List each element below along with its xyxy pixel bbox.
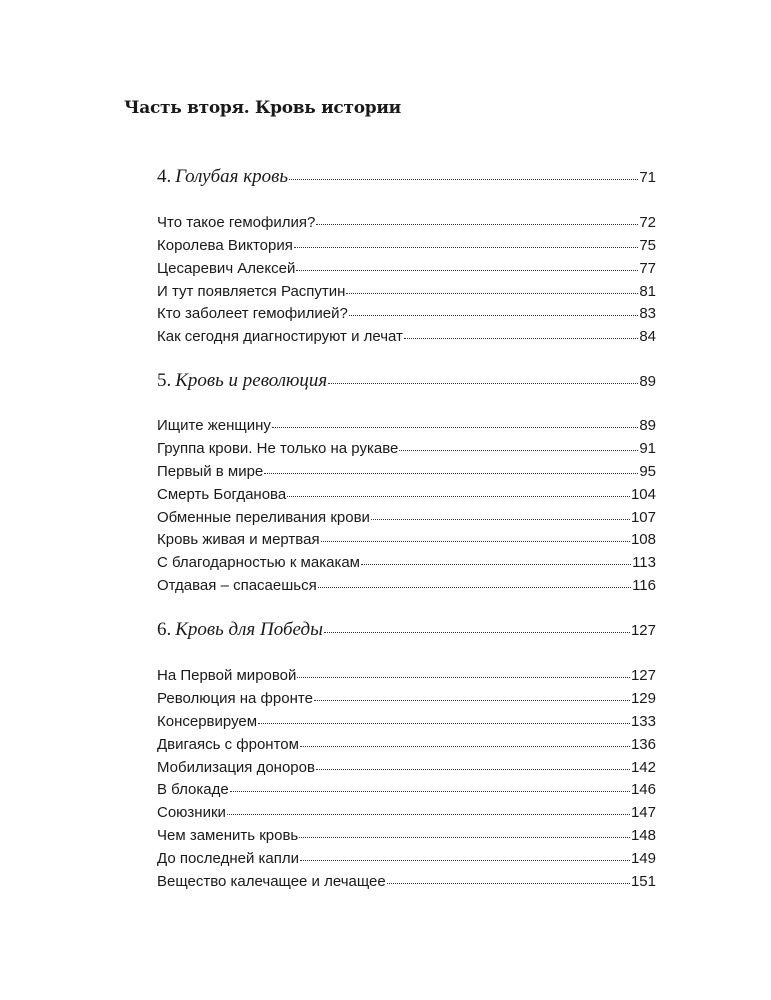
entry-page-number: 116 <box>632 577 656 594</box>
entry-label: Обменные переливания крови <box>157 509 370 526</box>
chapter-page-number: 71 <box>639 169 656 186</box>
toc-entry <box>157 850 656 868</box>
entry-label: И тут появляется Распутин <box>157 283 346 300</box>
entry-page-number: 83 <box>639 305 656 322</box>
entry-page-number: 133 <box>630 713 656 730</box>
entry-label: Союзники <box>157 804 226 821</box>
dot-leader <box>272 427 638 428</box>
chapter-title: Кровь для Победы <box>175 619 323 640</box>
dot-leader <box>230 791 630 792</box>
toc-entry <box>157 237 656 255</box>
chapter-number: 5. <box>157 370 172 391</box>
toc-entry <box>157 759 656 777</box>
dot-leader <box>294 247 638 248</box>
dot-leader <box>314 700 630 701</box>
entry-label: С благодарностью к макакам <box>157 554 360 571</box>
entry-page-number: 149 <box>630 850 656 867</box>
entry-label: Мобилизация доноров <box>157 759 315 776</box>
dot-leader <box>361 564 631 565</box>
toc-entry <box>157 577 656 595</box>
chapter-title: Кровь и революция <box>175 370 328 391</box>
entry-page-number: 89 <box>639 417 656 434</box>
entry-label: На Первой мировой <box>157 667 297 684</box>
toc-entry <box>157 328 656 346</box>
chapter-title: Голубая кровь <box>175 166 288 187</box>
toc-entry <box>157 781 656 799</box>
entry-label: Двигаясь с фронтом <box>157 736 299 753</box>
toc-entry <box>157 827 656 845</box>
dot-leader <box>316 224 638 225</box>
dot-leader <box>287 496 630 497</box>
dot-leader <box>299 837 630 838</box>
toc-entry <box>157 554 656 572</box>
dot-leader <box>321 541 630 542</box>
entry-label: Ищите женщину <box>157 417 271 434</box>
entry-label: Революция на фронте <box>157 690 313 707</box>
entry-page-number: 113 <box>632 554 656 571</box>
entry-label: Чем заменить кровь <box>157 827 299 844</box>
dot-leader <box>289 179 638 180</box>
entry-page-number: 91 <box>639 440 656 457</box>
entry-page-number: 81 <box>639 283 656 300</box>
toc-entry <box>157 214 656 232</box>
chapter-page-number: 127 <box>630 622 656 639</box>
dot-leader <box>316 769 630 770</box>
entry-page-number: 151 <box>630 873 656 890</box>
entry-label: Кто заболеет гемофилией? <box>157 305 348 322</box>
entry-page-number: 129 <box>630 690 656 707</box>
toc-entry <box>157 486 656 504</box>
entry-label: Кровь живая и мертвая <box>157 531 320 548</box>
entry-page-number: 136 <box>630 736 656 753</box>
toc-entry <box>157 440 656 458</box>
entry-page-number: 148 <box>630 827 656 844</box>
entry-label: Вещество калечащее и лечащее <box>157 873 386 890</box>
toc-entry <box>157 509 656 527</box>
dot-leader <box>258 723 630 724</box>
dot-leader <box>296 270 638 271</box>
chapter-number: 6. <box>157 619 172 640</box>
dot-leader <box>349 315 639 316</box>
entry-page-number: 108 <box>630 531 656 548</box>
entry-label: Цесаревич Алексей <box>157 260 296 277</box>
dot-leader <box>324 632 630 633</box>
entry-label: В блокаде <box>157 781 229 798</box>
part-title: Часть вторя. Кровь истории <box>124 98 401 118</box>
toc-entry <box>157 463 656 481</box>
entry-label: До последней капли <box>157 850 299 867</box>
entry-label: Консервируем <box>157 713 258 730</box>
toc-entry <box>157 531 656 549</box>
entry-page-number: 146 <box>630 781 656 798</box>
entry-label: Группа крови. Не только на рукаве <box>157 440 399 457</box>
dot-leader <box>300 746 630 747</box>
chapter-heading <box>157 619 656 641</box>
dot-leader <box>227 814 630 815</box>
toc-entry <box>157 873 656 891</box>
toc-entry <box>157 283 656 301</box>
toc-entry <box>157 736 656 754</box>
entry-page-number: 75 <box>639 237 656 254</box>
entry-label: Что такое гемофилия? <box>157 214 316 231</box>
chapter-number: 4. <box>157 166 172 187</box>
entry-label: Смерть Богданова <box>157 486 287 503</box>
entry-page-number: 77 <box>639 260 656 277</box>
toc-entry <box>157 417 656 435</box>
entry-page-number: 95 <box>639 463 656 480</box>
entry-page-number: 72 <box>639 214 656 231</box>
chapter-heading <box>157 166 656 188</box>
dot-leader <box>399 450 638 451</box>
toc-entry <box>157 305 656 323</box>
dot-leader <box>387 883 630 884</box>
dot-leader <box>264 473 638 474</box>
dot-leader <box>328 383 638 384</box>
dot-leader <box>346 293 638 294</box>
entry-page-number: 147 <box>630 804 656 821</box>
entry-page-number: 107 <box>630 509 656 526</box>
chapter-page-number: 89 <box>639 373 656 390</box>
toc-entry <box>157 667 656 685</box>
chapter-heading <box>157 370 656 392</box>
entry-page-number: 104 <box>630 486 656 503</box>
entry-label: Первый в мире <box>157 463 264 480</box>
dot-leader <box>404 338 638 339</box>
entry-label: Королева Виктория <box>157 237 293 254</box>
entry-label: Как сегодня диагностируют и лечат <box>157 328 403 345</box>
entry-page-number: 127 <box>630 667 656 684</box>
entry-label: Отдавая – спасаешься <box>157 577 317 594</box>
dot-leader <box>318 587 631 588</box>
dot-leader <box>300 860 630 861</box>
toc-entry <box>157 260 656 278</box>
entry-page-number: 142 <box>630 759 656 776</box>
dot-leader <box>371 519 630 520</box>
toc-entry <box>157 713 656 731</box>
entry-page-number: 84 <box>639 328 656 345</box>
toc-entry <box>157 690 656 708</box>
dot-leader <box>297 677 630 678</box>
toc-entry <box>157 804 656 822</box>
